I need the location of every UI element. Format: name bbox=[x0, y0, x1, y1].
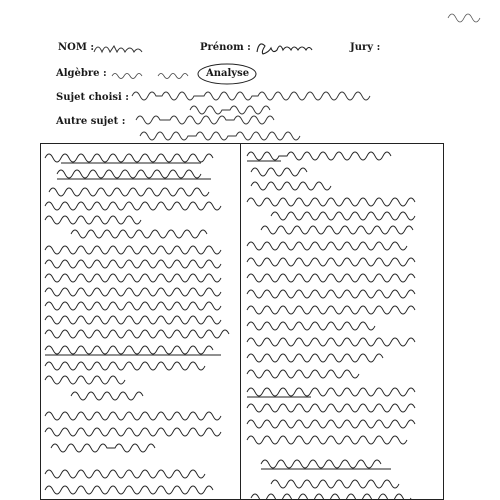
left-column-handwriting bbox=[41, 144, 240, 500]
sujet-choisi-row bbox=[56, 92, 129, 103]
right-column-handwriting bbox=[241, 144, 444, 500]
algebre-row bbox=[56, 68, 107, 79]
corner-scribble bbox=[446, 6, 486, 26]
autre-sujet-label: Autre sujet : bbox=[56, 116, 126, 127]
prenom-label: Prénom : bbox=[200, 42, 251, 53]
nom-row bbox=[58, 42, 94, 53]
nom-handwriting bbox=[92, 42, 152, 56]
algebre-strokes bbox=[110, 67, 196, 81]
analyse-row bbox=[206, 68, 249, 79]
prenom-handwriting bbox=[254, 38, 326, 58]
algebre-label: Algèbre : bbox=[56, 68, 107, 79]
analyse-label: Analyse bbox=[206, 68, 250, 79]
prenom-row bbox=[200, 42, 251, 53]
jury-row bbox=[350, 42, 380, 53]
jury-label: Jury : bbox=[350, 42, 381, 53]
sujet-choisi-label: Sujet choisi : bbox=[56, 92, 130, 103]
autre-sujet-row bbox=[56, 116, 125, 127]
autre-sujet-handwriting bbox=[130, 110, 460, 142]
answer-box bbox=[40, 143, 444, 500]
nom-label: NOM : bbox=[58, 42, 95, 53]
